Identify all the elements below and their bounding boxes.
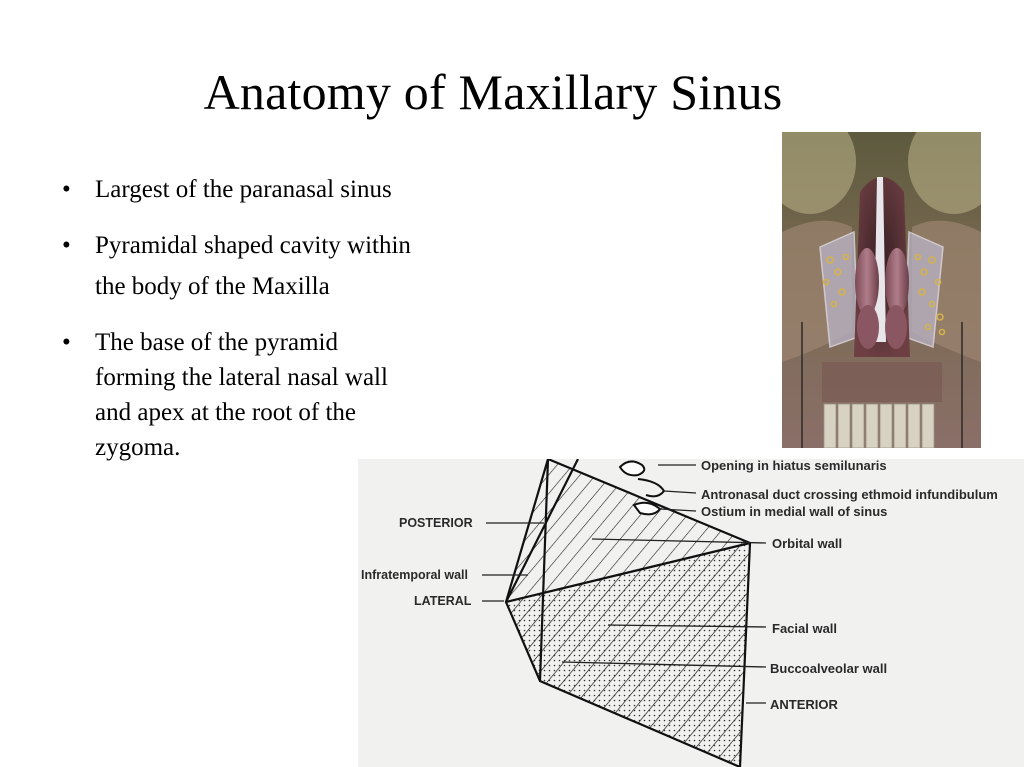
skull-sinus-illustration [782,132,981,448]
pyramid-diagram [358,459,1024,767]
label-infratemporal-wall: Infratemporal wall [361,568,468,582]
bullet-text-line-2: forming the lateral nasal wall [95,364,388,391]
maxillary-sinus-diagram [358,459,1024,767]
label-buccoalveolar-wall: Buccoalveolar wall [770,661,888,676]
label-posterior: POSTERIOR [399,516,473,530]
bullet-list [62,172,502,465]
bullet-text-line-1: The base of the pyramid [95,329,338,356]
label-opening-hiatus: Opening in hiatus semilunaris [701,459,887,473]
label-lateral: LATERAL [414,594,472,608]
skull-sinus-image [782,132,981,448]
bullet-dot: • [62,176,71,203]
label-facial-wall: Facial wall [772,621,838,636]
label-anterior: ANTERIOR [770,697,838,712]
bullet-dot: • [62,329,71,356]
bullet-text: Largest of the paranasal sinus [95,176,392,203]
bullet-dot: • [62,232,71,259]
bullet-text-line-4: zygoma. [95,434,181,461]
bullet-item-pyramidal [62,225,502,307]
bullet-item-largest [62,172,502,208]
bullet-item-base [62,325,502,465]
bullet-text-line-2: the body of the Maxilla [95,273,330,300]
bullet-text-line-1: Pyramidal shaped cavity within [95,232,411,259]
label-ostium: Ostium in medial wall of sinus [701,504,888,519]
label-orbital-wall: Orbital wall [772,536,843,551]
slide-title: Anatomy of Maxillary Sinus [203,64,783,120]
bullet-text-line-3: and apex at the root of the [95,399,357,426]
label-antronasal-duct: Antronasal duct crossing ethmoid infundibulum [701,487,998,502]
